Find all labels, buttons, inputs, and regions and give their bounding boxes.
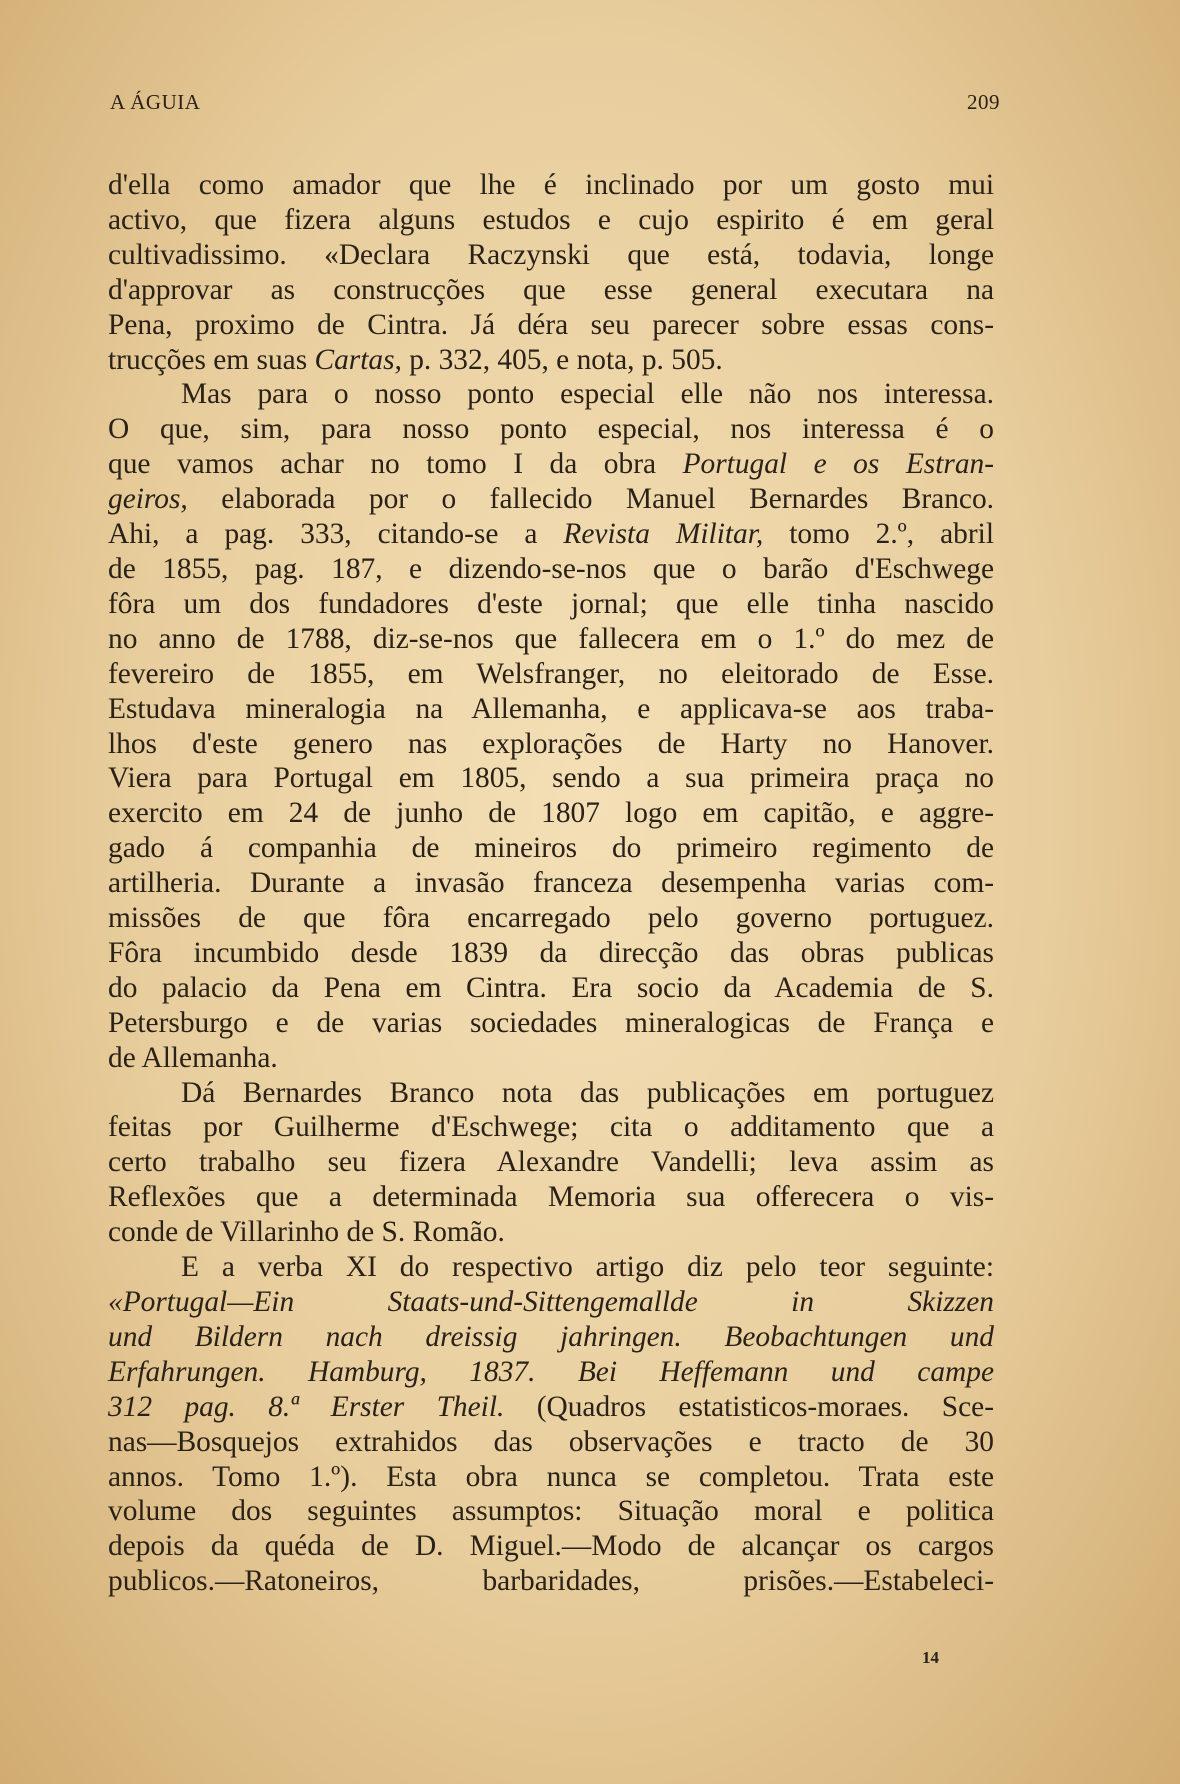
text-run: que vamos achar no tomo I da obra — [108, 448, 683, 481]
text-line: volume dos seguintes assumptos: Situação moral e politica — [108, 1495, 994, 1528]
text-run-italic: 312 pag. 8.ª Erster Theil. — [108, 1390, 505, 1423]
text-line: depois da quéda de D. Miguel.—Modo de alcançar os cargos — [108, 1530, 994, 1563]
text-line: Fôra incumbido desde 1839 da direcção das obras publicas — [108, 936, 994, 969]
text-line: d'approvar as construcções que esse general executara na — [108, 273, 994, 306]
text-line: Petersburgo e de varias sociedades mineralogicas de França e — [108, 1006, 994, 1039]
text-line: publicos.—Ratoneiros, barbaridades, prisões.—Estabeleci- — [108, 1565, 994, 1598]
text-line: missões de que fôra encarregado pelo governo portuguez. — [108, 902, 994, 935]
text-run-italic: Revista Militar, — [563, 518, 764, 551]
body-text — [108, 168, 994, 1599]
text-run: Ahi, a pag. 333, citando-se a — [108, 518, 564, 551]
text-line: gado á companhia de mineiros do primeiro regimento de — [108, 832, 994, 865]
text-line: de Allemanha. — [108, 1041, 278, 1074]
text-line: no anno de 1788, diz-se-nos que fallecera em o 1.º do mez de — [108, 622, 994, 655]
text-line: activo, que fizera alguns estudos e cujo espirito é em geral — [108, 203, 994, 236]
text-line: fevereiro de 1855, em Welsfranger, no eleitorado de Esse. — [108, 657, 994, 690]
text-line-italic: und Bildern nach dreissig jahringen. Beobachtungen und — [108, 1320, 994, 1353]
text-line: Reflexões que a determinada Memoria sua offerecera o vis- — [108, 1181, 994, 1214]
text-line: de 1855, pag. 187, e dizendo-se-nos que o barão d'Eschwege — [108, 552, 994, 585]
text-line: Mas para o nosso ponto especial elle não nos interessa. — [181, 378, 994, 411]
running-title: A ÁGUIA — [110, 89, 201, 114]
text-run-italic: geiros, — [108, 483, 188, 516]
text-run-italic: Cartas, — [314, 343, 402, 376]
text-line-italic: «Portugal—Ein Staats-und-Sittengemallde in Skizzen — [108, 1286, 994, 1318]
text-line: conde de Villarinho de S. Romão. — [108, 1216, 505, 1249]
text-line — [108, 1390, 994, 1425]
text-line: lhos d'este genero nas explorações de Harty no Hanover. — [108, 727, 994, 760]
text-line — [108, 447, 994, 482]
text-line: cultivadissimo. «Declara Raczynski que está, todavia, longe — [108, 238, 994, 271]
signature-mark: 14 — [922, 1648, 939, 1667]
text-line: do palacio da Pena em Cintra. Era socio da Academia de S. — [108, 971, 994, 1004]
text-line: exercito em 24 de junho de 1807 logo em capitão, e aggre- — [108, 797, 994, 830]
text-line: O que, sim, para nosso ponto especial, nos interessa é o — [108, 413, 994, 446]
text-line: artilheria. Durante a invasão franceza desempenha varias com- — [108, 867, 994, 900]
page-number: 209 — [967, 89, 1000, 114]
text-line: fôra um dos fundadores d'este jornal; que elle tinha nascido — [108, 587, 994, 620]
text-line: Viera para Portugal em 1805, sendo a sua primeira praça no — [108, 762, 994, 795]
text-line — [108, 517, 994, 552]
text-line — [108, 343, 994, 378]
text-run: tomo 2.º, abril — [763, 518, 994, 551]
text-run: elaborada por o fallecido Manuel Bernardes Branco. — [187, 483, 994, 516]
text-line: feitas por Guilherme d'Eschwege; cita o additamento que a — [108, 1111, 994, 1144]
text-line: certo trabalho seu fizera Alexandre Vandelli; leva assim as — [108, 1146, 994, 1179]
text-line: E a verba XI do respectivo artigo diz pelo teor seguinte: — [181, 1251, 994, 1284]
text-line: d'ella como amador que lhe é inclinado por um gosto mui — [108, 169, 994, 201]
text-line-italic: Erfahrungen. Hamburg, 1837. Bei Heffemann und campe — [108, 1355, 994, 1388]
text-line: Estudava mineralogia na Allemanha, e applicava-se aos traba- — [108, 692, 994, 725]
text-run-italic: Portugal e os Estran- — [682, 448, 994, 481]
text-line: nas—Bosquejos extrahidos das observações e tracto de 30 — [108, 1425, 994, 1458]
text-run: (Quadros estatisticos-moraes. Sce- — [504, 1390, 994, 1423]
running-header — [110, 86, 1000, 118]
text-line: Dá Bernardes Branco nota das publicações em portuguez — [181, 1076, 994, 1109]
text-run: trucções em suas — [108, 343, 315, 376]
text-run: p. 332, 405, e nota, p. 505. — [401, 343, 723, 376]
text-line — [108, 482, 994, 517]
text-line: Pena, proximo de Cintra. Já déra seu parecer sobre essas cons- — [108, 308, 994, 341]
text-line: annos. Tomo 1.º). Esta obra nunca se completou. Trata este — [108, 1460, 994, 1493]
